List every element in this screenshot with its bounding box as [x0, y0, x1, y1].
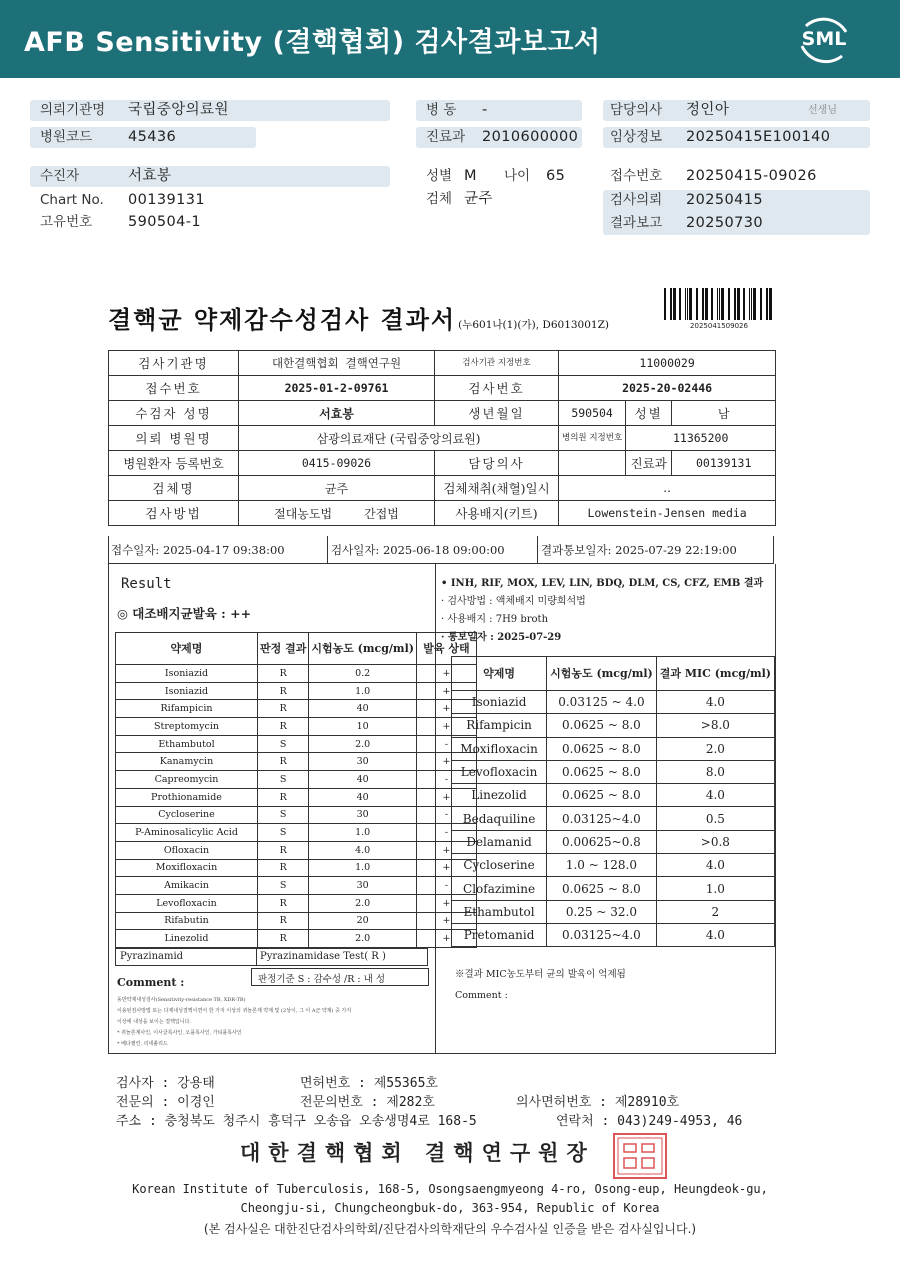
mic-cell: Rifampicin	[452, 714, 547, 737]
lt-cell: Kanamycin	[116, 753, 258, 771]
lt-cell: -	[416, 877, 476, 895]
mic-cell: 0.03125~4.0	[547, 923, 657, 946]
lt-header-0: 약제명	[116, 633, 258, 665]
table-row	[116, 753, 477, 771]
lt-cell: 1.0	[309, 824, 417, 842]
doc-dept-value: 00139131	[672, 451, 776, 476]
lt-cell: R	[258, 665, 309, 683]
medium-label: 사용배지(키트)	[435, 501, 559, 526]
lt-cell: 2.0	[309, 894, 417, 912]
lt-cell: S	[258, 877, 309, 895]
absolute-concentration-table	[115, 632, 477, 948]
lt-cell: +	[416, 682, 476, 700]
table-row	[452, 854, 775, 877]
lt-cell: +	[416, 665, 476, 683]
criteria-box	[251, 968, 429, 986]
age-label: 나이	[504, 168, 531, 184]
contact: 연락처 : 043)249-4953, 46	[556, 1114, 743, 1129]
lt-cell: S	[258, 806, 309, 824]
table-row	[116, 859, 477, 877]
specialist: 전문의 : 이경인	[116, 1095, 215, 1110]
certification-note: (본 검사실은 대한진단검사의학회/진단검사의학재단의 우수검사실 인증을 받은 검사실입니다.)	[203, 1222, 697, 1236]
doc-specimen-value: 균주	[239, 476, 435, 501]
mic-cell: Ethambutol	[452, 900, 547, 923]
lt-cell: +	[416, 718, 476, 736]
pyrazinamid-row	[115, 948, 428, 966]
mic-cell: 0.25 ~ 32.0	[547, 900, 657, 923]
method-label: 검사방법	[109, 501, 239, 526]
address: 주소 : 충청북도 청주시 흥덕구 오송읍 오송생명4로 168-5	[116, 1114, 477, 1129]
table-row	[116, 682, 477, 700]
lt-cell: R	[258, 859, 309, 877]
sex-label: 성별	[426, 168, 453, 184]
table-row	[116, 665, 477, 683]
mic-cell: 0.03125~4.0	[547, 807, 657, 830]
barcode	[664, 288, 774, 320]
doctor-value: 정인아	[686, 102, 730, 118]
lt-header-3: 발육 상태	[416, 633, 476, 665]
lt-cell: 2.0	[309, 930, 417, 948]
chart-label: Chart No.	[40, 192, 104, 208]
reg-value: 0415-09026	[239, 451, 435, 476]
control-growth: ◎ 대조배지균발육 : ++	[117, 606, 252, 621]
table-row	[116, 806, 477, 824]
lab-label: 검사기관명	[109, 351, 239, 376]
institute-name: 대한결핵협회 결핵연구원장	[240, 1140, 595, 1165]
mic-cell: >8.0	[656, 714, 774, 737]
mic-cell: 0.0625 ~ 8.0	[547, 760, 657, 783]
mic-cell: Linezolid	[452, 784, 547, 807]
logo-text: SML	[801, 28, 847, 50]
lt-cell: R	[258, 930, 309, 948]
receipt-no-value: 2025-01-2-09761	[239, 376, 435, 401]
mic-medium: · 사용배지 : 7H9 broth	[441, 614, 549, 625]
lt-cell: S	[258, 771, 309, 789]
lt-cell: R	[258, 682, 309, 700]
lt-cell: R	[258, 753, 309, 771]
report-header	[0, 0, 900, 78]
chart-value: 00139131	[128, 192, 206, 208]
lt-cell: 20	[309, 912, 417, 930]
test-no-label: 검사번호	[435, 376, 559, 401]
hospital-value: 삼광의료재단 (국립중앙의료원)	[239, 426, 559, 451]
report-value: 20250730	[686, 215, 764, 231]
results-section	[108, 564, 776, 1054]
mic-cell: 4.0	[656, 784, 774, 807]
drug-list: • INH, RIF, MOX, LEV, LIN, BDQ, DLM, CS, CFZ, EMB 결과	[441, 578, 764, 589]
dob-label: 생년월일	[435, 401, 559, 426]
report-title: AFB Sensitivity (결핵협회) 검사결과보고서	[24, 27, 601, 58]
mic-cell: 4.0	[656, 854, 774, 877]
medium-value: Lowenstein-Jensen media	[559, 501, 776, 526]
english-address-1: Korean Institute of Tuberculosis, 168-5, Osongsaengmyeong 4-ro, Osong-eup, Heungdeok-gu,	[132, 1182, 768, 1196]
lt-cell: +	[416, 700, 476, 718]
lt-header-2: 시험농도 (mcg/ml)	[309, 633, 417, 665]
right-comment-label: Comment :	[455, 990, 508, 1001]
mic-cell: 1.0 ~ 128.0	[547, 854, 657, 877]
fine-line-3: 이상에 내성을 보이는 결핵입니다.	[117, 1019, 191, 1025]
examiner: 검사자 : 강용태	[116, 1076, 215, 1091]
table-row	[116, 894, 477, 912]
dates-row	[108, 536, 774, 564]
doc-doctor-label: 담당의사	[435, 451, 559, 476]
doctor-label: 담당의사	[610, 102, 663, 118]
hosp-code-value: 11365200	[626, 426, 776, 451]
table-row	[452, 830, 775, 853]
mic-notify-date: · 통보일자 : 2025-07-29	[441, 632, 562, 643]
mic-cell: 0.0625 ~ 8.0	[547, 877, 657, 900]
lt-cell: -	[416, 806, 476, 824]
method1: 절대농도법	[274, 506, 333, 521]
lt-cell: Cycloserine	[116, 806, 258, 824]
hospital-label: 의뢰 병원명	[109, 426, 239, 451]
lt-cell: Amikacin	[116, 877, 258, 895]
mic-cell: Bedaquiline	[452, 807, 547, 830]
doc-sex-label: 성별	[626, 401, 672, 426]
table-row	[116, 912, 477, 930]
test-no-value: 2025-20-02446	[559, 376, 776, 401]
lt-cell: 30	[309, 753, 417, 771]
pyrazinamid-test: Pyrazinamidase Test( R )	[260, 951, 386, 962]
request-value: 20250415	[686, 192, 764, 208]
criteria-text: 판정기준 S : 감수성 /R : 내 성	[258, 974, 385, 985]
notified-date: 결과통보일자: 2025-07-29 22:19:00	[541, 543, 737, 557]
lt-cell: R	[258, 788, 309, 806]
mic-cell: 4.0	[656, 923, 774, 946]
doc-dept-label: 진료과	[626, 451, 672, 476]
doc-sex-value: 남	[672, 401, 776, 426]
table-row	[116, 877, 477, 895]
lt-cell: 30	[309, 877, 417, 895]
received-date: 접수일자: 2025-04-17 09:38:00	[111, 543, 285, 557]
lab-value: 대한결핵협회 결핵연구원	[239, 351, 435, 376]
table-row	[452, 900, 775, 923]
license2: 전문의번호 : 제282호	[300, 1095, 435, 1110]
lt-cell: Ethambutol	[116, 735, 258, 753]
table-row	[452, 691, 775, 714]
doc-doctor-value	[559, 451, 626, 476]
lt-cell: +	[416, 788, 476, 806]
mic-cell: 0.0625 ~ 8.0	[547, 784, 657, 807]
lt-cell: -	[416, 824, 476, 842]
mic-cell: Delamanid	[452, 830, 547, 853]
uid-label: 고유번호	[40, 214, 93, 230]
clinical-label: 임상정보	[610, 129, 663, 145]
lt-cell: +	[416, 753, 476, 771]
lt-cell: 2.0	[309, 735, 417, 753]
mic-cell: Isoniazid	[452, 691, 547, 714]
lt-cell: Isoniazid	[116, 665, 258, 683]
lt-cell: 1.0	[309, 859, 417, 877]
lt-cell: 10	[309, 718, 417, 736]
table-row	[452, 923, 775, 946]
name-value: 서효봉	[239, 401, 435, 426]
specimen-label: 검체	[426, 191, 453, 207]
sml-logo	[796, 12, 852, 66]
mic-cell: 1.0	[656, 877, 774, 900]
mic-cell: >0.8	[656, 830, 774, 853]
mic-header-1: 시험농도 (mcg/ml)	[547, 657, 657, 691]
lt-cell: 30	[309, 806, 417, 824]
official-seal	[612, 1132, 668, 1180]
institution-value: 국립중앙의료원	[128, 102, 229, 118]
table-row	[116, 700, 477, 718]
mic-cell: 0.0625 ~ 8.0	[547, 737, 657, 760]
mic-cell: Pretomanid	[452, 923, 547, 946]
lt-cell: Rifabutin	[116, 912, 258, 930]
report-label: 결과보고	[610, 215, 663, 231]
tested-date: 검사일자: 2025-06-18 09:00:00	[331, 543, 505, 557]
lt-header-1: 판정 결과	[258, 633, 309, 665]
patient-value: 서효봉	[128, 168, 172, 184]
lt-cell: Levofloxacin	[116, 894, 258, 912]
lt-cell: 40	[309, 788, 417, 806]
lab-code-value: 11000029	[559, 351, 776, 376]
barcode-number: 2025041509026	[690, 322, 748, 330]
scanned-report	[0, 280, 900, 1270]
doc-specimen-label: 검체명	[109, 476, 239, 501]
hospital-code-label: 병원코드	[40, 129, 93, 145]
lt-cell: R	[258, 841, 309, 859]
table-row	[452, 784, 775, 807]
result-title: Result	[121, 576, 172, 592]
mic-cell: Moxifloxacin	[452, 737, 547, 760]
table-row	[452, 760, 775, 783]
mic-note: ※결과 MIC농도부터 균의 발육이 억제됨	[455, 969, 626, 980]
table-row	[116, 735, 477, 753]
lt-cell: +	[416, 930, 476, 948]
clinical-value: 20250415E100140	[686, 129, 831, 145]
mic-cell: Clofazimine	[452, 877, 547, 900]
table-row	[116, 771, 477, 789]
table-row	[116, 788, 477, 806]
dept-label: 진료과	[426, 129, 466, 145]
dept-value: 2010600000	[482, 129, 579, 145]
lt-cell: Streptomycin	[116, 718, 258, 736]
ward-value: -	[482, 102, 488, 118]
mic-cell: 8.0	[656, 760, 774, 783]
receipt-label: 접수번호	[610, 168, 663, 184]
table-row	[116, 841, 477, 859]
name-label: 수검자 성명	[109, 401, 239, 426]
specimen-value: 균주	[464, 191, 493, 207]
left-comment-label: Comment :	[117, 976, 185, 989]
patient-info-table	[108, 350, 776, 526]
mic-header-0: 약제명	[452, 657, 547, 691]
table-row	[452, 807, 775, 830]
lt-cell: 40	[309, 771, 417, 789]
collect-label: 검체채취(채혈)일시	[435, 476, 559, 501]
lt-cell: Linezolid	[116, 930, 258, 948]
table-row	[116, 718, 477, 736]
reg-label: 병원환자 등록번호	[109, 451, 239, 476]
english-address-2: Cheongju-si, Chungcheongbuk-do, 363-954, Republic of Korea	[240, 1201, 660, 1215]
lt-cell: 0.2	[309, 665, 417, 683]
table-row	[116, 930, 477, 948]
doc-title-code: (누601나(1)(가), D6013001Z)	[458, 319, 609, 331]
lt-cell: 4.0	[309, 841, 417, 859]
doctor-license: 의사면허번호 : 제28910호	[516, 1095, 680, 1110]
pyrazinamid-label: Pyrazinamid	[120, 951, 184, 962]
collect-value: ..	[559, 476, 776, 501]
lt-cell: Isoniazid	[116, 682, 258, 700]
lt-cell: R	[258, 912, 309, 930]
hospital-code-value: 45436	[128, 129, 177, 145]
fine-line-5: * 베다퀼린, 리네졸리드	[117, 1041, 168, 1047]
lt-cell: +	[416, 859, 476, 877]
mic-cell: 2	[656, 900, 774, 923]
mic-cell: 4.0	[656, 691, 774, 714]
sex-value: M	[464, 168, 477, 184]
license1: 면허번호 : 제55365호	[300, 1076, 438, 1091]
mic-cell: Levofloxacin	[452, 760, 547, 783]
uid-value: 590504-1	[128, 214, 202, 230]
fine-line-4: * 퀴놀론계사인, 이사클록사인, 오플록사인, 가티플록사인	[117, 1030, 242, 1036]
lt-cell: Ofloxacin	[116, 841, 258, 859]
mic-table	[451, 656, 775, 947]
lt-cell: S	[258, 824, 309, 842]
mic-cell: 0.00625~0.8	[547, 830, 657, 853]
fine-line-2: 이용된검사방법 또는 다제내성결핵이면서 한 가지 이상의 퀴놀론계 약제 및 (2상이, 그 이 A군 약제) 중 가지	[117, 1008, 352, 1014]
method-value	[239, 501, 435, 526]
institution-label: 의뢰기관명	[40, 102, 106, 118]
lt-cell: 1.0	[309, 682, 417, 700]
mic-method: · 검사방법 : 액체배지 미량희석법	[441, 596, 586, 607]
lt-cell: -	[416, 771, 476, 789]
mic-cell: 0.5	[656, 807, 774, 830]
mic-header-2: 결과 MIC (mcg/ml)	[656, 657, 774, 691]
lt-cell: Moxifloxacin	[116, 859, 258, 877]
lt-cell: Prothionamide	[116, 788, 258, 806]
lt-cell: +	[416, 912, 476, 930]
table-row	[452, 737, 775, 760]
table-row	[452, 714, 775, 737]
mic-cell: 0.03125 ~ 4.0	[547, 691, 657, 714]
lt-cell: Rifampicin	[116, 700, 258, 718]
table-row	[452, 877, 775, 900]
lt-cell: +	[416, 894, 476, 912]
dob-value: 590504	[559, 401, 626, 426]
lt-cell: -	[416, 735, 476, 753]
table-row	[116, 824, 477, 842]
lt-cell: R	[258, 894, 309, 912]
hosp-code-label: 병의원 지정번호	[559, 426, 626, 451]
receipt-no-label: 접수번호	[109, 376, 239, 401]
request-label: 검사의뢰	[610, 192, 663, 208]
mic-cell: 0.0625 ~ 8.0	[547, 714, 657, 737]
ward-label: 병 동	[426, 102, 457, 118]
lt-cell: Capreomycin	[116, 771, 258, 789]
lt-cell: P-Aminosalicylic Acid	[116, 824, 258, 842]
lt-cell: R	[258, 700, 309, 718]
mic-cell: 2.0	[656, 737, 774, 760]
receipt-value: 20250415-09026	[686, 168, 817, 184]
lt-cell: +	[416, 841, 476, 859]
lt-cell: S	[258, 735, 309, 753]
lt-cell: R	[258, 718, 309, 736]
info-bar-patient	[30, 166, 390, 187]
doctor-suffix: 선생님	[808, 105, 837, 116]
fine-line-1: 동반약제내성검사(Sensitivity-resistance TB, XDR-TB)	[117, 997, 246, 1003]
method2: 간접법	[364, 506, 399, 521]
age-value: 65	[546, 168, 566, 184]
lab-code-label: 검사기관 지정번호	[435, 351, 559, 376]
patient-label: 수진자	[40, 168, 80, 184]
doc-title: 결핵균 약제감수성검사 결과서 (누601나(1)(가), D6013001Z)	[108, 305, 609, 334]
mic-cell: Cycloserine	[452, 854, 547, 877]
lt-cell: 40	[309, 700, 417, 718]
